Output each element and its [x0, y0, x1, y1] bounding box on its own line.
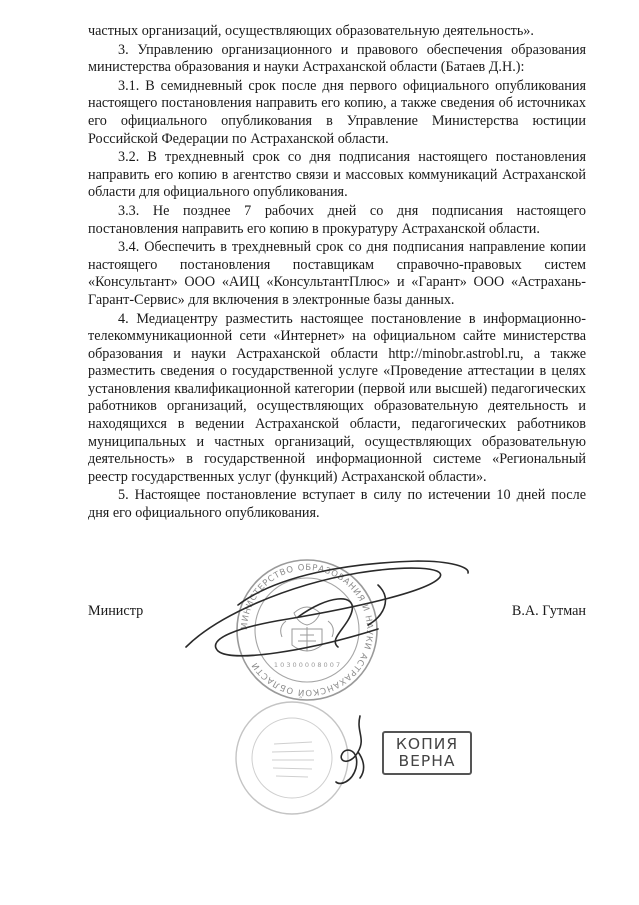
paragraph-4: 4. Медиацентру разместить настоящее постановление в информационно-телекоммуникационной сети «Интернет» на официальном сайте министерства образования и науки Астраханской области http://minobr.astrobl.ru, а также разместить сведения о государственной услуге «Проведение аттестации в целях установления квалификационной категории (первой или высшей) педагогических работников организаций, осуществляющих образовательную деятельность и находящихся в ведении Астраханской области, педагогических работников муниципальных и частных организаций, осуществляющих образовательную деятельность» в государственной информационной системе «Региональный реестр государственных услуг (функций) Астраханской области».: [88, 310, 586, 485]
copy-verified-stamp: [382, 731, 472, 775]
paragraph-3-1: 3.1. В семидневный срок после дня первого официального опубликования настоящего постановления направить его копию, а также сведения об источниках его официального опубликования в Управление Министерства юстиции Российской Федерации по Астраханской области.: [88, 77, 586, 147]
paragraph-5: 5. Настоящее постановление вступает в силу по истечении 10 дней после дня его официального опубликования.: [88, 487, 586, 522]
svg-text:МИНИСТЕРСТВО ОБРАЗОВАНИЯ И НАУ: МИНИСТЕРСТВО ОБРАЗОВАНИЯ И НАУКИ АСТРАХАНСКОЙ ОБЛАСТИ: [239, 562, 375, 698]
svg-text:1 0 3 0 0 0 0 8 0 0 7: 1 0 3 0 0 0 0 8 0 0 7: [273, 661, 341, 669]
document-body: [88, 23, 586, 524]
handwritten-signature: [178, 555, 478, 665]
signatory-title: Министр: [88, 603, 144, 619]
paragraph-continuation: частных организаций, осуществляющих образовательную деятельность».: [88, 23, 534, 39]
paragraph-3-4: 3.4. Обеспечить в трехдневный срок со дня подписания направление копии настоящего постановления поставщикам справочно-правовых систем «Консультант» ООО «АИЦ «КонсультантПлюс» и «Гарант» ООО «Астрахань-Гарант-Сервис» для включения в электронные базы данных.: [88, 239, 586, 308]
paragraph-3: 3. Управлению организационного и правового обеспечения образования министерства образования и науки Астраханской области (Батаев Д.Н.):: [88, 41, 586, 76]
stamp-line-2: ВЕРНА: [398, 752, 456, 770]
paragraph-3-3: 3.3. Не позднее 7 рабочих дней со дня подписания настоящего постановления направить его копию в прокуратуру Астраханской области.: [88, 202, 586, 237]
verification-signature: [330, 712, 380, 792]
paragraph-3-2: 3.2. В трехдневный срок со дня подписания настоящего постановления направить его копию в агентство связи и массовых коммуникаций Астраханской области для официального опубликования.: [88, 149, 586, 201]
stamp-line-1: КОПИЯ: [395, 735, 459, 753]
signatory-name: В.А. Гутман: [511, 603, 586, 619]
